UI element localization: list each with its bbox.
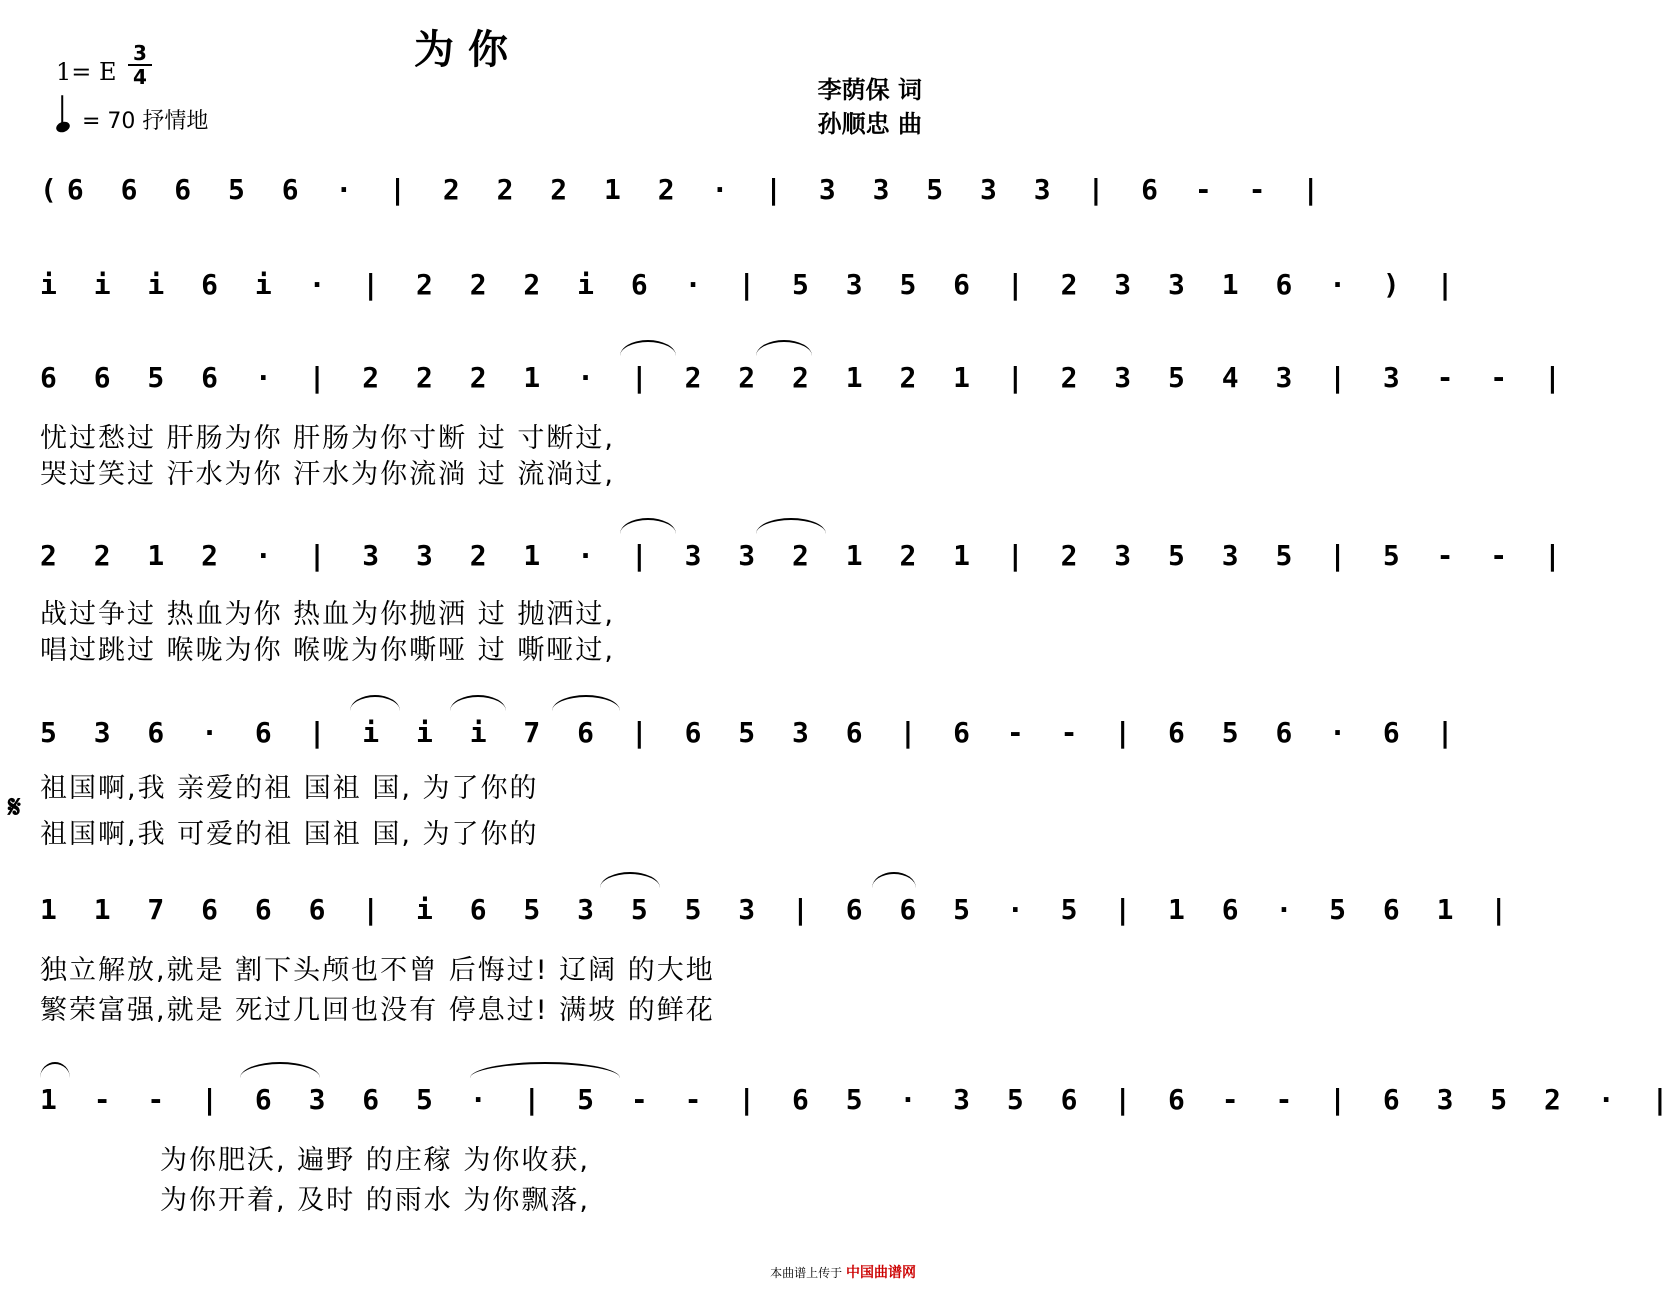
tempo-text: = 70 抒情地 <box>82 109 209 134</box>
footer-prefix: 本曲谱上传于 <box>770 1266 843 1280</box>
lyric-line: 唱过跳过 喉咙为你 喉咙为你嘶哑 过 嘶哑过, <box>40 635 615 666</box>
staff-4 <box>40 526 1571 588</box>
staff-notes: (6 6 6 5 6 · | 2 2 2 1 2 · | 3 3 5 3 3 | 6 - - | <box>40 173 1330 206</box>
slur <box>450 695 506 711</box>
time-numerator: 3 <box>128 42 152 66</box>
staff-1 <box>40 160 1330 222</box>
page-title: 为你 <box>414 26 522 73</box>
site-logo[interactable]: 中国曲谱网 <box>846 1265 916 1281</box>
slur <box>620 340 676 356</box>
lyric-line: 战过争过 热血为你 热血为你抛洒 过 抛洒过, <box>40 599 615 630</box>
staff-5 <box>40 703 1464 765</box>
footer-source <box>770 1262 916 1282</box>
staff-6 <box>40 880 1518 942</box>
lyric-line: 忧过愁过 肝肠为你 肝肠为你寸断 过 寸断过, <box>40 423 615 454</box>
staff-notes: 6 6 5 6 · | 2 2 2 1 · | 2 2 2 1 2 1 | 2 3 5 4 3 | 3 - - | <box>40 361 1571 394</box>
lyric-line: 祖国啊,我 可爱的祖 国祖 国, 为了你的 <box>40 819 539 850</box>
slur <box>872 872 916 888</box>
slur <box>600 872 660 888</box>
key-signature: 1= E <box>56 58 117 86</box>
staff-notes: 5 3 6 · 6 | i i i 7 6 | 6 5 3 6 | 6 - - | 6 5 6 · 6 | <box>40 716 1464 749</box>
slur <box>240 1062 320 1078</box>
staff-2 <box>40 255 1464 317</box>
slur <box>620 518 676 534</box>
staff-notes: 1 1 7 6 6 6 | i 6 5 3 5 5 3 | 6 6 5 · 5 | 1 6 · 5 6 1 | <box>40 893 1518 926</box>
slur <box>756 340 812 356</box>
staff-notes: 2 2 1 2 · | 3 3 2 1 · | 3 3 2 1 2 1 | 2 3 5 3 5 | 5 - - | <box>40 539 1571 572</box>
lyric-line: 祖国啊,我 亲爱的祖 国祖 国, 为了你的 <box>40 773 539 804</box>
lyric-line: 为你肥沃, 遍野 的庄稼 为你收获, <box>160 1145 590 1176</box>
lyric-line: 为你开着, 及时 的雨水 为你飘落, <box>160 1185 590 1216</box>
staff-3 <box>40 348 1571 410</box>
slur <box>470 1062 620 1078</box>
staff-notes: 1 - - | 6 3 6 5 · | 5 - - | 6 5 · 3 5 6 | 6 - - | 6 3 5 2 · | <box>40 1083 1678 1116</box>
staff-7 <box>40 1070 1678 1132</box>
slur <box>756 518 826 534</box>
segno-sign: 𝄋 <box>8 790 21 825</box>
slur <box>552 695 620 711</box>
slur <box>350 695 400 711</box>
lyric-line: 哭过笑过 汗水为你 汗水为你流淌 过 流淌过, <box>40 459 615 490</box>
lyric-line: 独立解放,就是 割下头颅也不曾 后悔过! 辽阔 的大地 <box>40 955 715 986</box>
quarter-note-icon <box>55 120 72 134</box>
staff-notes: i i i 6 i · | 2 2 2 i 6 · | 5 3 5 6 | 2 3 3 1 6 · ) | <box>40 268 1464 301</box>
lyric-line: 繁荣富强,就是 死过几回也没有 停息过! 满坡 的鲜花 <box>40 995 715 1026</box>
time-denominator: 4 <box>133 65 147 89</box>
composer-credit: 孙顺忠 曲 <box>817 110 922 138</box>
time-signature <box>128 42 152 88</box>
slur <box>40 1062 70 1078</box>
tempo-marking <box>56 104 208 135</box>
lyricist-credit: 李荫保 词 <box>817 76 922 104</box>
